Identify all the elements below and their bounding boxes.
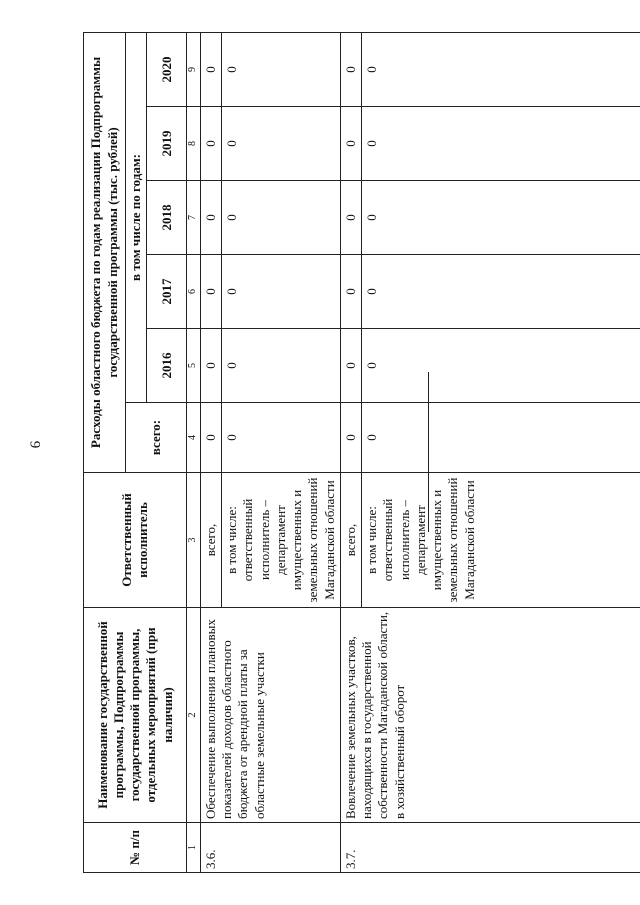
- header-name: Наименование государственной программы, Подпрограммы государственной программы, отдельных мероприятий (при наличии): [84, 608, 187, 823]
- header-num: № п/п: [84, 823, 187, 873]
- header-exec: Ответственный исполнитель: [84, 473, 187, 608]
- table-row: [200, 32, 221, 872]
- value-cell: 0: [222, 32, 341, 106]
- value-cell: 0: [340, 255, 361, 329]
- value-cell: 0: [222, 329, 341, 403]
- header-year: 2019: [147, 107, 187, 181]
- value-cell: 0: [200, 107, 221, 181]
- value-cell: 0: [200, 255, 221, 329]
- value-cell: 0: [362, 32, 640, 106]
- header-by-years: в том числе по годам:: [126, 32, 147, 402]
- row-name: Вовлечение земельных участков, находящихся в государственной собственности Магаданской области, в хозяйственный оборот: [340, 608, 640, 823]
- row-num: 3.6.: [200, 823, 340, 873]
- header-year: 2017: [147, 255, 187, 329]
- value-cell: 0: [362, 403, 640, 473]
- value-cell: 0: [222, 403, 341, 473]
- table-row: [340, 32, 361, 872]
- value-cell: 0: [200, 403, 221, 473]
- rotated-table-wrapper: [83, 33, 640, 873]
- row-exec-detail: в том числе: ответственный исполнитель – департамент имущественных и земельных отношений Магаданской области: [222, 473, 341, 608]
- value-cell: 0: [340, 32, 361, 106]
- value-cell: 0: [222, 181, 341, 255]
- value-cell: 0: [362, 107, 640, 181]
- header-total: всего:: [126, 403, 187, 473]
- index-cell: 3: [187, 473, 201, 608]
- header-year: 2018: [147, 181, 187, 255]
- value-cell: 0: [362, 329, 640, 403]
- index-cell: 2: [187, 608, 201, 823]
- index-cell: 9: [187, 32, 201, 106]
- value-cell: 0: [362, 255, 640, 329]
- value-cell: 0: [200, 181, 221, 255]
- value-cell: 0: [340, 107, 361, 181]
- value-cell: 0: [200, 32, 221, 106]
- value-cell: 0: [200, 329, 221, 403]
- row-name: Обеспечение выполнения плановых показателей доходов областного бюджета от арендной платы за областные земельные участки: [200, 608, 340, 823]
- value-cell: 0: [222, 107, 341, 181]
- header-year: 2016: [147, 329, 187, 403]
- value-cell: 0: [340, 329, 361, 403]
- value-cell: 0: [340, 403, 361, 473]
- row-exec-total: всего,: [340, 473, 361, 608]
- header-expenses: Расходы областного бюджета по годам реализации Подпрограммы государственной программы (тыс. рублей): [84, 32, 126, 472]
- index-cell: 6: [187, 255, 201, 329]
- value-cell: 0: [222, 255, 341, 329]
- row-exec-total: всего,: [200, 473, 221, 608]
- value-cell: 0: [362, 181, 640, 255]
- row-num: 3.7.: [340, 823, 640, 873]
- index-cell: 4: [187, 403, 201, 473]
- value-cell: 0: [340, 181, 361, 255]
- row-exec-detail: в том числе: ответственный исполнитель – департамент имущественных и земельных отношений Магаданской области: [362, 473, 640, 608]
- index-cell: 1: [187, 823, 201, 873]
- index-cell: 5: [187, 329, 201, 403]
- page-number: 9: [26, 440, 43, 449]
- header-year: 2020: [147, 32, 187, 106]
- budget-table: [83, 32, 640, 873]
- index-cell: 7: [187, 181, 201, 255]
- index-cell: 8: [187, 107, 201, 181]
